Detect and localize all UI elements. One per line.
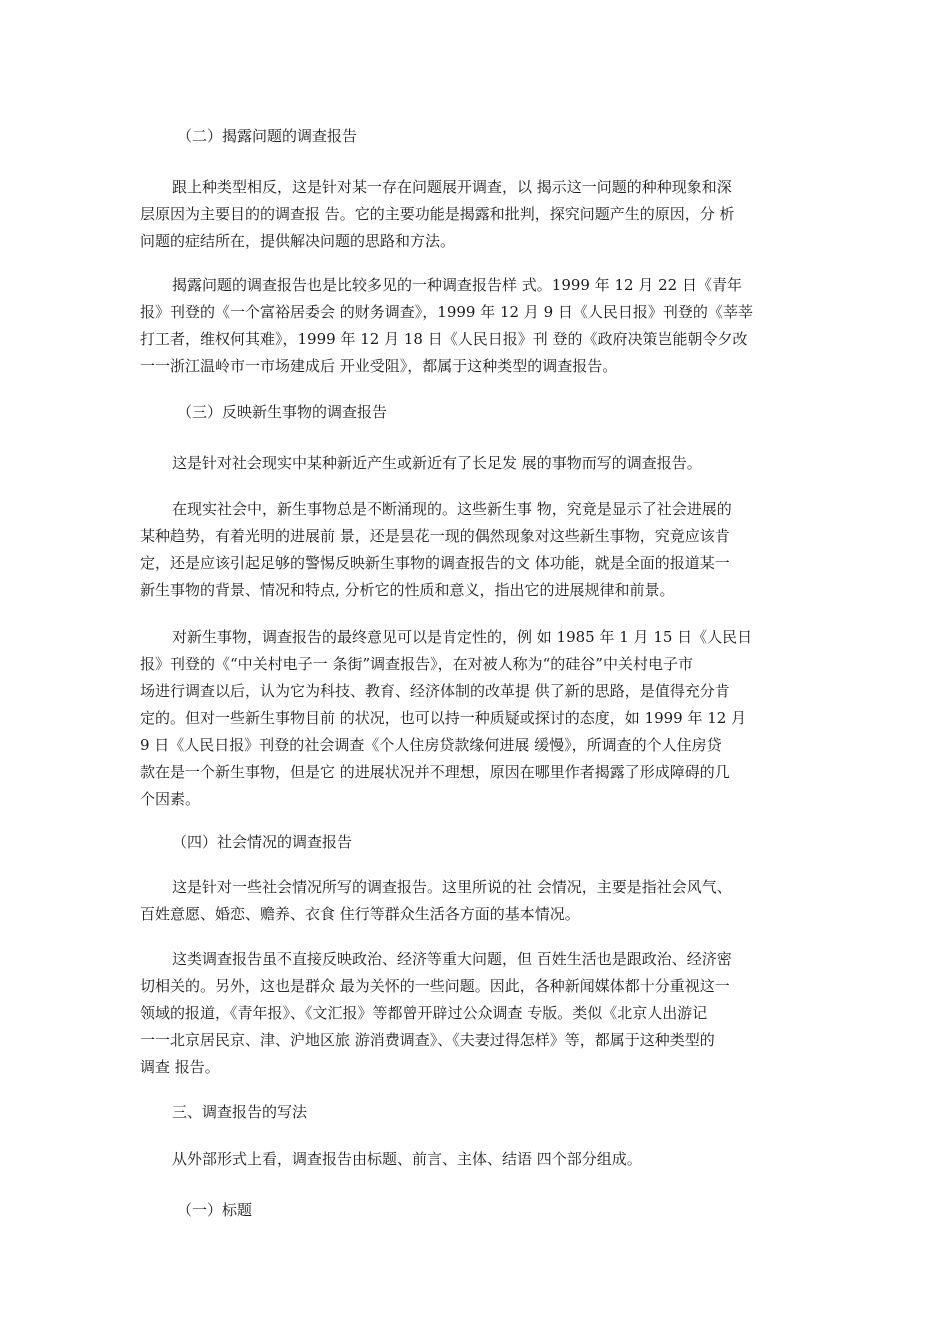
paragraph: 对新生事物，调查报告的最终意见可以是肯定性的，例 如 1985 年 1 月 15 日《人民日 报》刊登的《“中关村电子一 条街”调查报告》，在对被人称为“的硅谷”中关村电子市 场进行调查以后，认为它为科技、教育、经济体制的改革提 供了新的思路，是值得充分肯 定的。但对一些新生事物目前 的状况，也可以持一种质疑或探讨的态度，如 1999 年 12 月 9 日《人民日报》刊登的社会调查《个人住房贷款缘何进展 缓慢》，所调查的个人住房贷 款在是一个新生事物，但是它 的进展状况并不理想，原因在哪里作者揭露了形成障碍的几 个因素。 [140, 628, 753, 808]
paragraph: 在现实社会中，新生事物总是不断涌现的。这些新生事 物，究竟是显示了社会进展的 某种趋势，有着光明的进展前 景，还是昙花一现的偶然现象对这些新生事物，究竟应该肯 定，还是应该引起足够的警惕反映新生事物的调查报告的文 体功能，就是全面的报道某一 新生事物的背景、情况和特点, 分析它的性质和意义，指出它的进展规律和前景。 [140, 500, 732, 599]
paragraph: 跟上种类型相反，这是针对某一存在问题展开调查，以 揭示这一问题的种种现象和深 层原因为主要目的的调查报 告。它的主要功能是揭露和批判，探究问题产生的原因，分 析 问题的症结所在，提供解决问题的思路和方法。 [140, 178, 735, 250]
paragraph: 这类调查报告虽不直接反映政治、经济等重大问题，但 百姓生活也是跟政治、经济密 切相关的。另外，这也是群众 最为关怀的一些问题。因此，各种新闻媒体都十分重视这一 领域的报道，《青年报》、《文汇报》等都曾开辟过公众调查 专版。类似《北京人出游记 一一北京居民京、津、沪地区旅 游消费调查》、《夫妻过得怎样》等，都属于这种类型的 调查 报告。 [140, 950, 732, 1076]
section-heading-title: （一）标题 [177, 1201, 253, 1219]
paragraph: 这是针对社会现实中某种新近产生或新近有了长足发 展的事物而写的调查报告。 [172, 454, 702, 472]
section-heading-writing-method: 三、调查报告的写法 [172, 1103, 308, 1121]
paragraph: 揭露问题的调查报告也是比较多见的一种调查报告样 式。1999 年 12 月 22 日《青年 报》刊登的《一个富裕居委会 的财务调查》，1999 年 12 月 9 日《人民日报》刊登的《莘莘 打工者，维权何其难》，1999 年 12 月 18 日《人民日报》刊 登的《政府决策岂能朝令夕改 一一浙江温岭市一市场建成后 开业受阻》，都属于这种类型的调查报告。 [140, 276, 753, 375]
section-heading-exposing-problems: （二）揭露问题的调查报告 [177, 127, 358, 145]
paragraph: 这是针对一些社会情况所写的调查报告。这里所说的社 会情况，主要是指社会风气、 百姓意愿、婚恋、赡养、衣食 住行等群众生活各方面的基本情况。 [140, 878, 732, 923]
paragraph: 从外部形式上看，调查报告由标题、前言、主体、结语 四个部分组成。 [172, 1150, 642, 1168]
section-heading-new-things: （三）反映新生事物的调查报告 [177, 403, 388, 421]
section-heading-social-conditions: （四）社会情况的调查报告 [172, 833, 353, 851]
